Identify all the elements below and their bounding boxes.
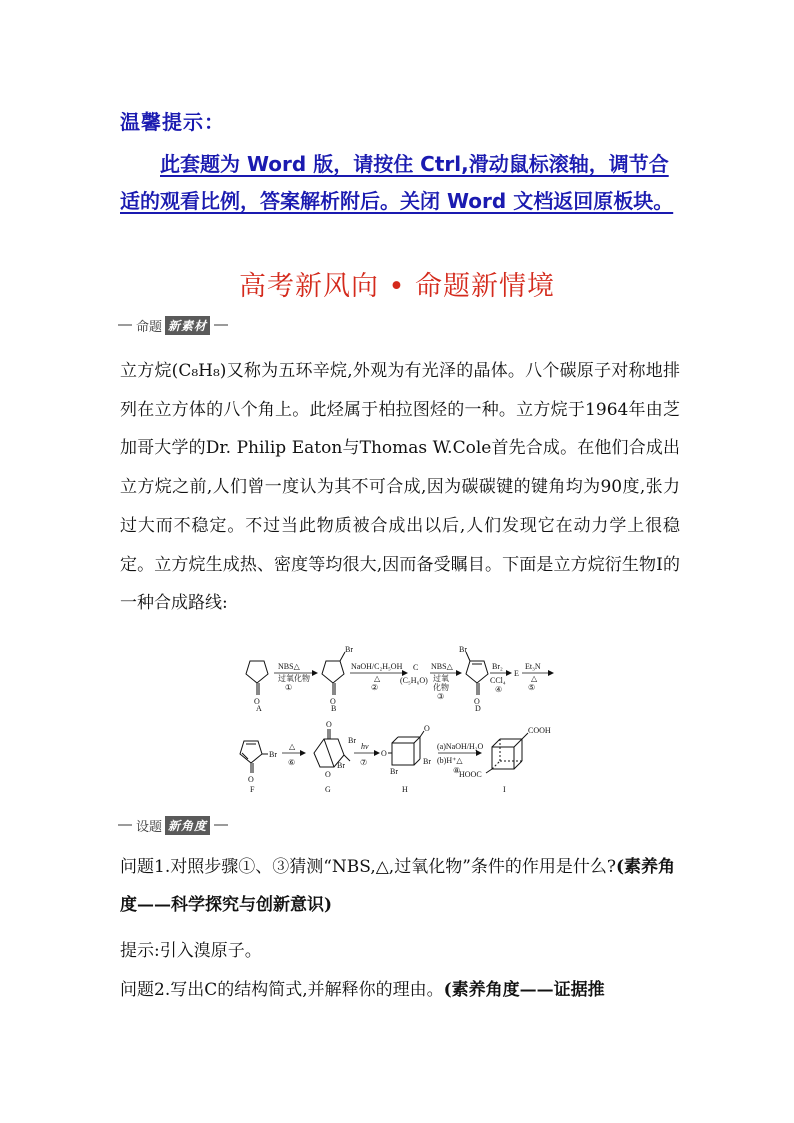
compound-label-b: B <box>331 704 337 713</box>
tip-heading: 温馨提示： <box>120 110 225 134</box>
compound-c-label: C <box>413 663 419 672</box>
tag-label: 命题 <box>136 319 163 335</box>
tip-notice <box>120 146 680 220</box>
step6-number: ⑥ <box>288 758 296 767</box>
step3-condition: 过氧 <box>433 674 449 683</box>
tag-label: 设题 <box>136 819 163 835</box>
step1-number: ① <box>285 683 293 692</box>
br-label: Br <box>345 645 353 654</box>
o-label: O <box>424 724 430 733</box>
page-title: 高考新风向 • 命题新情境 <box>238 271 556 302</box>
question-1-aspect: (素养角度——科学探究与创新意识) <box>120 857 676 915</box>
step3-condition-2: 化物 <box>433 683 449 692</box>
compound-h <box>388 731 424 765</box>
tip-notice-text: 此套题为 Word 版，请按住 Ctrl,滑动鼠标滚轴，调节合适的观看比例，答案解析附后。关闭 Word 文档返回原板块。 <box>120 152 674 213</box>
step8-condition: (b)H⁺△ <box>437 756 463 765</box>
compound-label-i: I <box>503 785 506 794</box>
br-label: Br <box>348 736 356 745</box>
step4-reagent: Br₂ <box>492 662 503 671</box>
step4-condition: CCl₄ <box>490 676 506 685</box>
step8-reagent: (a)NaOH/H₂O <box>437 742 484 751</box>
cooh-label: COOH <box>528 726 551 735</box>
step5-number: ⑤ <box>528 683 536 692</box>
o-label: O <box>326 720 332 729</box>
tag-right-ornament <box>214 824 228 826</box>
question-1-hint: 提示:引入溴原子。 <box>120 941 262 961</box>
step8-number: ⑧ <box>453 766 461 775</box>
compound-label-g: G <box>325 785 331 794</box>
step2-number: ② <box>371 683 379 692</box>
step5-condition: △ <box>531 674 538 683</box>
br-label: Br <box>337 761 345 770</box>
compound-label-a: A <box>256 704 262 713</box>
o-label: O <box>248 775 254 784</box>
tag-badge: 新角度 <box>165 816 210 835</box>
compound-a <box>246 661 268 695</box>
section-tag-material <box>118 314 228 336</box>
o-label: O <box>381 749 387 758</box>
question-2-aspect: (素养角度——证据推 <box>443 980 605 1000</box>
question-2-text: 问题2.写出C的结构简式,并解释你的理由。 <box>120 980 444 1000</box>
step7-condition: hν <box>361 742 369 751</box>
step2-condition: △ <box>374 674 381 683</box>
tag-badge: 新素材 <box>165 316 210 335</box>
br-label: Br <box>269 750 277 759</box>
compound-b <box>322 652 345 695</box>
intro-paragraph: 立方烷(C₈H₈)又称为五环辛烷,外观为有光泽的晶体。八个碳原子对称地排列在立方体的八个角上。此烃属于柏拉图烃的一种。立方烷于1964年由芝加哥大学的Dr. Philip Eaton与Thomas W.Cole首先合成。在他们合成出立方烷之前,人们曾一度认为其不可合成,因为碳碳键的键角均为90度,张力过大而不稳定。不过当此物质被合成出以后,人们发现它在动力学上很稳定。立方烷生成热、密度等均很大,因而备受瞩目。下面是立方烷衍生物Ⅰ的一种合成路线: <box>120 361 680 614</box>
step5-reagent: Et₃N <box>525 662 541 671</box>
tag-right-ornament <box>214 324 228 326</box>
tag-left-ornament <box>118 820 132 830</box>
tag-left-ornament <box>118 320 132 330</box>
question-2 <box>120 971 680 1009</box>
compound-i <box>486 733 528 773</box>
step7-number: ⑦ <box>360 758 368 767</box>
compound-e-label: E <box>514 669 519 678</box>
question-1 <box>120 848 680 924</box>
br-label: Br <box>390 767 398 776</box>
o-label: O <box>474 697 480 706</box>
step1-reagent: NBS△ <box>278 662 300 671</box>
compound-f <box>240 741 268 773</box>
br-label: Br <box>423 757 431 766</box>
compound-label-h: H <box>402 785 408 794</box>
section-tag-question <box>118 814 228 836</box>
question-1-text: 问题1.对照步骤①、③猜测“NBS,△,过氧化物”条件的作用是什么? <box>120 857 617 877</box>
o-label: O <box>325 770 331 779</box>
br-label: Br <box>459 645 467 654</box>
compound-label-f: F <box>250 785 255 794</box>
o-label: O <box>330 697 336 706</box>
o-label: O <box>254 697 260 706</box>
step3-reagent: NBS△ <box>431 662 453 671</box>
compound-c-formula: (C₅H₆O) <box>400 676 428 685</box>
step6-condition: △ <box>289 742 296 751</box>
synthesis-scheme <box>230 643 560 795</box>
hooc-label: HOOC <box>459 770 482 779</box>
step4-number: ④ <box>495 685 503 694</box>
step3-number: ③ <box>437 692 445 701</box>
compound-label-d: D <box>475 704 481 713</box>
step1-condition: 过氧化物 <box>278 674 310 683</box>
step2-reagent: NaOH/C₂H₅OH <box>351 662 403 671</box>
compound-d <box>466 652 488 695</box>
